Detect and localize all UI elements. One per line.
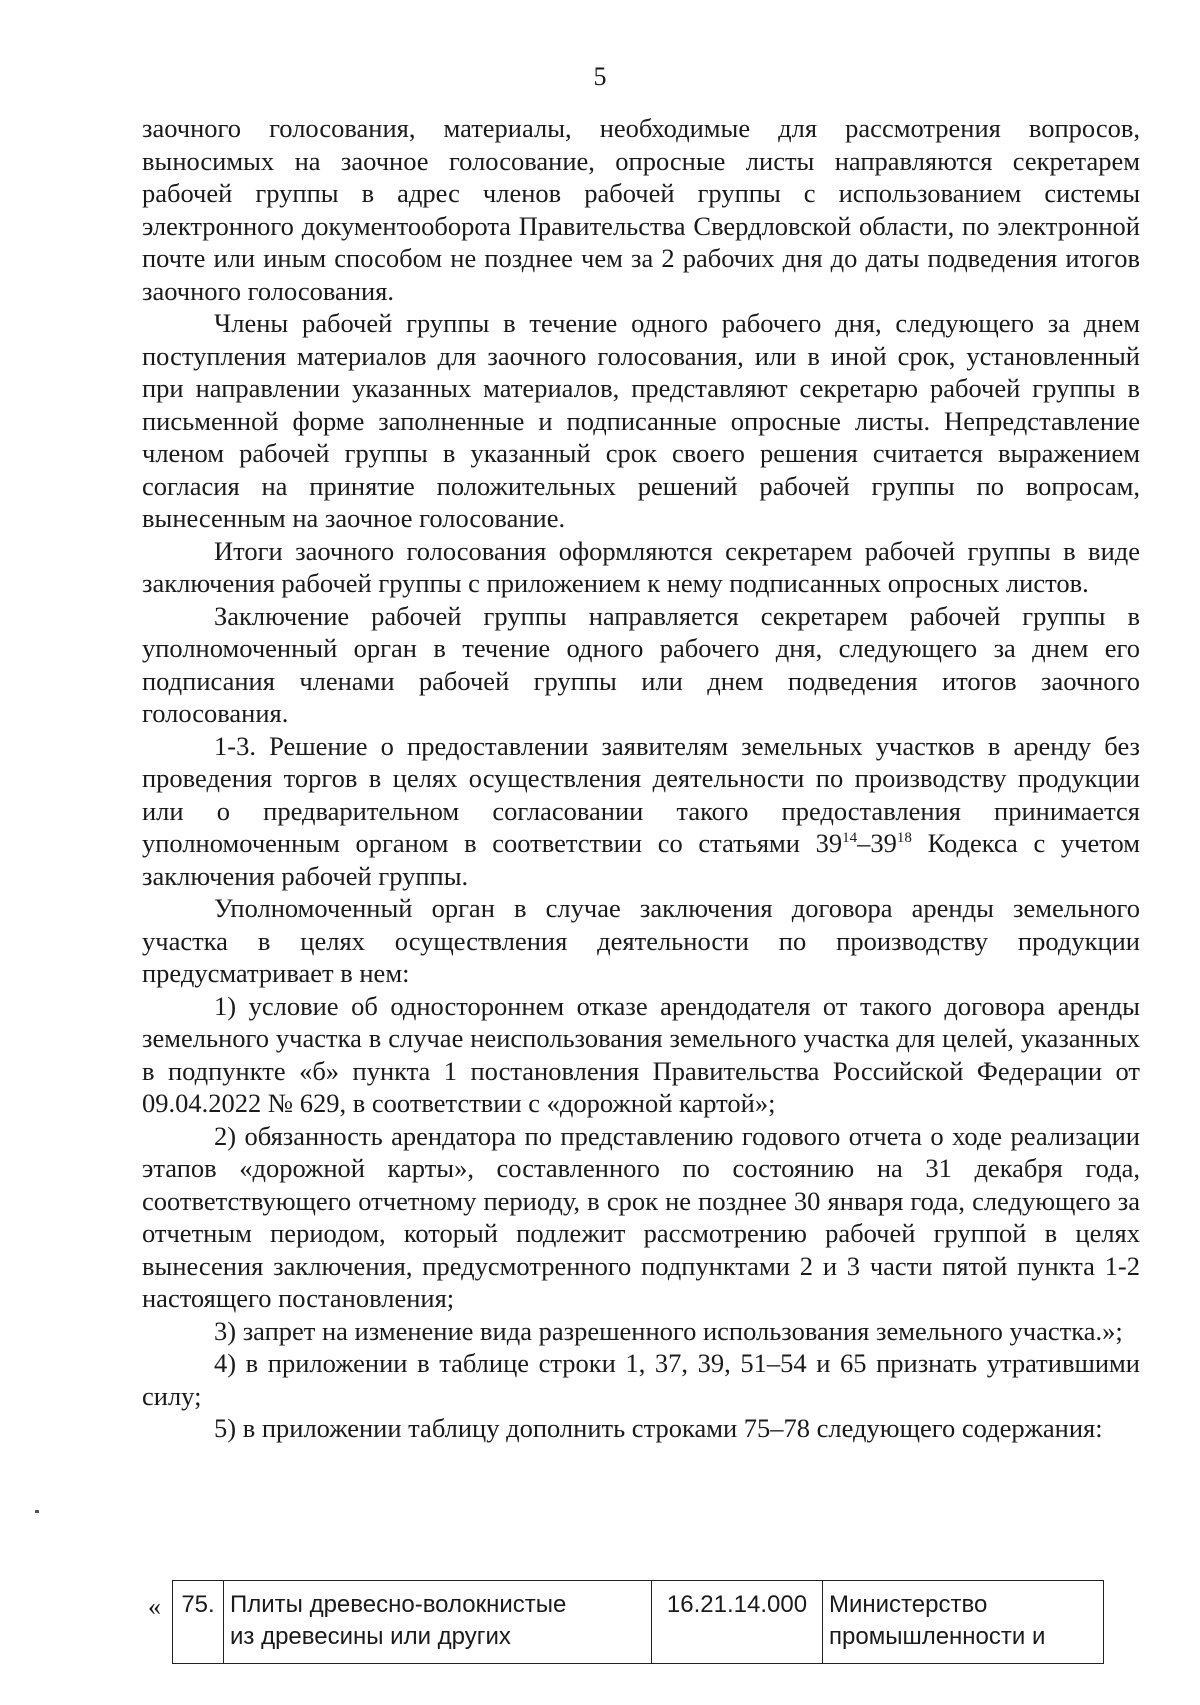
article-range-dash: –39 xyxy=(857,828,897,858)
document-body xyxy=(142,112,1140,1445)
product-code-cell: 16.21.14.000 xyxy=(652,1581,823,1664)
paragraph-voting-results: Итоги заочного голосования оформляются секретарем рабочей группы в виде заключения рабочей группы с приложением к нему подписанных опросных листов. xyxy=(142,535,1140,598)
list-item-2: 2) обязанность арендатора по представлению годового отчета о ходе реализации этапов «дорожной карты», составленного по состоянию на 31 декабря года, соответствующего отчетному периоду, в срок не позднее 30 января года, следующего за отчетным периодом, который подлежит рассмотрению рабочей группой в целях вынесения заключения, предусмотренного подпунктами 2 и 3 части пятой пункта 1-2 настоящего постановления; xyxy=(142,1120,1140,1313)
paragraph-conclusion-sending: Заключение рабочей группы направляется секретарем рабочей группы в уполномоченный орган в течение одного рабочего дня, следующего за днем его подписания членами рабочей группы или днем подведения итогов заочного голосования. xyxy=(142,600,1140,728)
paragraph-voting-materials: заочного голосования, материалы, необходимые для рассмотрения вопросов, выносимых на заочное голосование, опросные листы направляются секретарем рабочей группы в адрес членов рабочей группы с использованием системы электронного документооборота Правительства Свердловской области, по электронной почте или иным способом не позднее чем за 2 рабочих дня до даты подведения итогов заочного голосования. xyxy=(142,113,1140,306)
appendix-table xyxy=(172,1580,1104,1664)
page-number: 5 xyxy=(593,62,607,91)
article-superscript-14: 14 xyxy=(842,830,858,846)
row-number-cell: 75. xyxy=(173,1581,224,1664)
list-item-3: 3) запрет на изменение вида разрешенного использования земельного участка.»; xyxy=(214,1315,1123,1346)
list-item-5: 5) в приложении таблицу дополнить строками 75–78 следующего содержания: xyxy=(214,1413,1103,1443)
product-name-cell xyxy=(224,1581,652,1664)
list-item-1: 1) условие об одностороннем отказе арендодателя от такого договора аренды земельного участка в случае неиспользования земельного участка для целей, указанных в подпункте «б» пункта 1 постановления Правительства Российской Федерации от 09.04.2022 № 629, в соответствии с «дорожной картой»; xyxy=(142,990,1140,1118)
product-name-line: из древесины или других xyxy=(230,1623,511,1650)
list-item-4: 4) в приложении в таблице строки 1, 37, 39, 51–54 и 65 признать утратившими силу; xyxy=(142,1348,1140,1411)
paragraph-members-response: Члены рабочей группы в течение одного рабочего дня, следующего за днем поступления материалов для заочного голосования, или в иной срок, установленный при направлении указанных материалов, представляют секретарю рабочей группы в письменной форме заполненные и подписанные опросные листы. Непредставление членом рабочей группы в указанный срок своего решения считается выражением согласия на принятие положительных решений рабочей группы по вопросам, вынесенным на заочное голосование. xyxy=(142,308,1140,533)
authority-line: промышленности и xyxy=(829,1623,1046,1650)
paragraph-clause-1-3 xyxy=(142,730,1140,893)
clause-1-3-text: 1-3. Решение о предоставлении заявителям земельных участков в аренду без проведения торгов в целях осуществления деятельности по производству продукции или о предварительном согласовании такого предоставления принимается уполномоченным органом в соответствии со статьями 39 xyxy=(142,730,1140,858)
clause-1-3-text-end: Кодекса с учетом заключения рабочей группы. xyxy=(142,828,1141,891)
authority-line: Министерство xyxy=(829,1591,988,1618)
article-superscript-18: 18 xyxy=(896,830,912,846)
authority-cell xyxy=(823,1581,1104,1664)
product-name-line: Плиты древесно-волокнистые xyxy=(230,1591,567,1618)
paragraph-lease-terms-intro: Уполномоченный орган в случае заключения договора аренды земельного участка в целях осуществления деятельности по производству продукции предусматривает в нем: xyxy=(142,893,1140,988)
table-open-quote: « xyxy=(148,1592,161,1621)
table-row xyxy=(173,1581,1104,1664)
scan-speck xyxy=(35,1510,39,1513)
